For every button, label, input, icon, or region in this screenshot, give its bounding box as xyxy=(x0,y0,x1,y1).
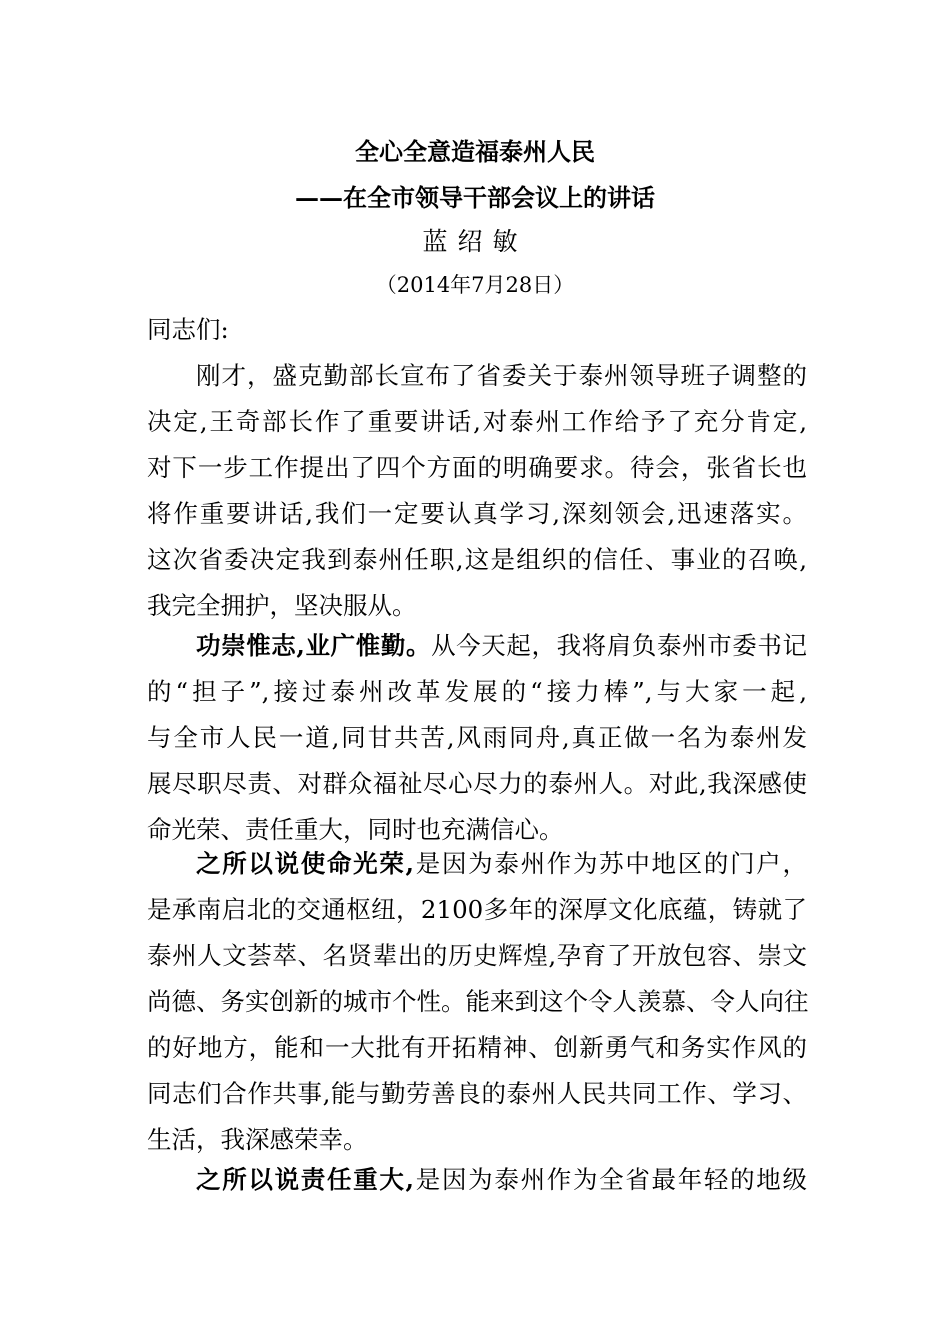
paragraph-line xyxy=(196,630,807,662)
bold-lead: 之所以说责任重大, xyxy=(196,1165,415,1194)
paragraph-line: 展尽职尽责、对群众福祉尽心尽力的泰州人。对此,我深感使 xyxy=(147,769,807,798)
author-name: 蓝绍敏 xyxy=(422,227,528,256)
paragraph-line: 是承南启北的交通枢纽，2100多年的深厚文化底蕴，铸就了 xyxy=(147,895,807,924)
document-title: 全心全意造福泰州人民 xyxy=(355,137,595,166)
paragraph-line: 同志们合作共事,能与勤劳善良的泰州人民共同工作、学习、 xyxy=(147,1079,807,1108)
bold-lead: 功崇惟志,业广惟勤。 xyxy=(196,631,432,660)
paragraph-line: 这次省委决定我到泰州任职,这是组织的信任、事业的召唤, xyxy=(147,545,807,574)
paragraph-line: 尚德、务实创新的城市个性。能来到这个令人羡慕、令人向往 xyxy=(147,987,809,1016)
paragraph-line: 对下一步工作提出了四个方面的明确要求。待会，张省长也 xyxy=(147,453,807,482)
document-subtitle: ——在全市领导干部会议上的讲话 xyxy=(295,183,655,212)
paragraph-line xyxy=(196,848,807,880)
paragraph-line: 我完全拥护，坚决服从。 xyxy=(147,591,417,620)
paragraph-line: 决定,王奇部长作了重要讲话,对泰州工作给予了充分肯定, xyxy=(147,407,807,436)
paragraph-line: 泰州人文荟萃、名贤辈出的历史辉煌,孕育了开放包容、崇文 xyxy=(147,941,807,970)
paragraph-text: 从今天起，我将肩负泰州市委书记 xyxy=(431,631,808,660)
paragraph-line: 命光荣、责任重大，同时也充满信心。 xyxy=(147,815,564,844)
paragraph-line: 与全市人民一道,同甘共苦,风雨同舟,真正做一名为泰州发 xyxy=(147,723,807,752)
paragraph-line: 的“担子”,接过泰州改革发展的“接力棒”,与大家一起, xyxy=(147,677,807,706)
paragraph-text: 是因为泰州作为苏中地区的门户， xyxy=(414,849,808,878)
paragraph-line: 将作重要讲话,我们一定要认真学习,深刻领会,迅速落实。 xyxy=(147,499,807,528)
paragraph-line: 的好地方，能和一大批有开拓精神、创新勇气和务实作风的 xyxy=(147,1033,807,1062)
paragraph-line xyxy=(196,1164,807,1196)
paragraph-line: 刚才，盛克勤部长宣布了省委关于泰州领导班子调整的 xyxy=(196,361,807,390)
paragraph-text: 是因为泰州作为全省最年轻的地级 xyxy=(414,1165,808,1194)
paragraph-line: 生活，我深感荣幸。 xyxy=(147,1125,368,1154)
bold-lead: 之所以说使命光荣, xyxy=(196,849,415,878)
salutation: 同志们: xyxy=(147,315,229,344)
speech-date: （2014年7月28日） xyxy=(375,273,575,297)
